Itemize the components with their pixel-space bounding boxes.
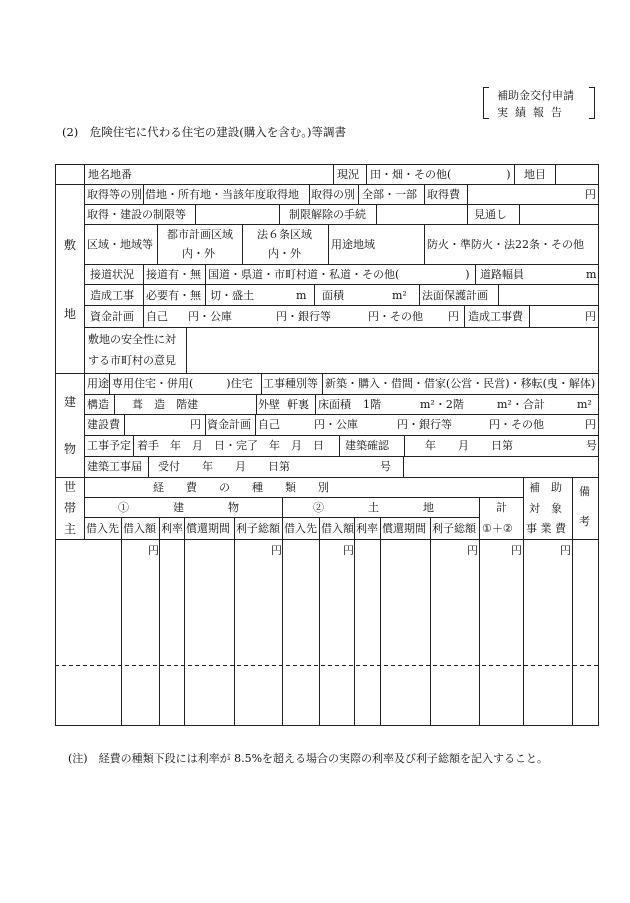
kirimori-value: 切・盛土 <box>210 289 254 302</box>
col-interest-land: 利子総額 <box>432 522 476 535</box>
youto-value: 専用住宅・併用( )住宅 <box>112 377 253 390</box>
shikin-sonota: 円・その他 <box>368 310 423 323</box>
chimoku-label: 地目 <box>524 168 546 181</box>
b-shikin-kouko: 円・公庫 <box>314 418 358 431</box>
hojo-label-3: 事 業 費 <box>526 522 566 535</box>
kenchiku-kakunin-label: 建築確認 <box>345 439 389 452</box>
anzen-label-1: 敷地の安全性に対 <box>88 333 176 346</box>
shutokuhi-yen: 円 <box>585 188 596 201</box>
zosei-hitsuyo-value: 必要有・無 <box>146 289 201 302</box>
menseki-unit: m² <box>392 289 407 302</box>
fukuin-unit: m <box>586 268 597 281</box>
kaijo-label: 制限解除の手続 <box>289 208 366 221</box>
koujitodoke-value: 受付 年 月 日第 <box>158 460 290 473</box>
kozo-label: 構造 <box>87 398 109 411</box>
form-caption: (2) 危険住宅に代わる住宅の建設(購入を含む。)等調書 <box>62 125 347 139</box>
label-application: 補助金交付申請 <box>497 89 574 102</box>
nokiura-label: 軒裏 <box>287 398 309 411</box>
toshi-keikaku-label: 都市計画区域 <box>167 228 233 241</box>
yen-total: 円 <box>511 544 522 557</box>
koujitodoke-label: 建築工事届 <box>87 460 142 473</box>
zosei-hi-yen: 円 <box>585 310 596 323</box>
kouji-yotei-label: 工事予定 <box>87 439 131 452</box>
norimen-label: 法面保護計画 <box>422 289 488 302</box>
expense-head: 経 費 の 種 類 別 <box>153 481 329 494</box>
col-amount-building: 借入額 <box>123 522 156 535</box>
b-shikin-ginko: 円・銀行等 <box>397 418 452 431</box>
shikin-label: 資金計画 <box>90 310 134 323</box>
yuka-label: 床面積 <box>318 398 351 411</box>
site-side-label-2: 地 <box>64 307 77 321</box>
toshi-keikaku-value: 内・外 <box>182 247 215 260</box>
expense-group-building: ① 建 物 <box>118 501 239 514</box>
yen-interest-building: 円 <box>271 544 282 557</box>
shutoku-betsu2-value: 全部・一部 <box>362 188 417 201</box>
biko-label-1: 備 <box>579 485 590 498</box>
doro-value: 国道・県道・市町村道・私道・その他( ) <box>208 268 470 281</box>
hojo-label-1: 補 助 <box>529 481 562 494</box>
b-shikin-yen: 円 <box>585 418 596 431</box>
bouka-value: 防火・準防火・法22条・その他 <box>427 238 584 251</box>
yen-hojo: 円 <box>560 544 571 557</box>
setsudo-value: 接道有・無 <box>146 268 201 281</box>
kensetsuhi-label: 建設費 <box>87 418 120 431</box>
building-side-label-2: 物 <box>64 442 77 456</box>
expense-side-label-1: 世 <box>64 480 77 494</box>
col-period-land: 償還期間 <box>382 522 426 535</box>
kouji-shubetsu-label: 工事種別等 <box>263 377 318 390</box>
hou6-label: 法６条区域 <box>257 228 312 241</box>
yen-amount-building: 円 <box>148 544 159 557</box>
kenchiku-kakunin-value: 年 月 日第 <box>425 439 513 452</box>
setsudo-label: 接道状況 <box>90 268 134 281</box>
hojo-label-2: 対 象 <box>529 502 562 515</box>
yuka-1kai: 1階 <box>363 398 381 411</box>
seigen-label: 取得・建設の制限等 <box>87 208 186 221</box>
biko-label-2: 考 <box>579 515 590 528</box>
expense-side-label-3: 主 <box>64 522 77 536</box>
kensetsuhi-yen: 円 <box>190 418 201 431</box>
mitooshi-label: 見通し <box>474 208 507 221</box>
col-amount-land: 借入額 <box>321 522 354 535</box>
kouji-shubetsu-value: 新築・購入・借間・借家(公営・民営)・移転(曳・解体) <box>325 377 596 390</box>
zosei-label: 造成工事 <box>90 289 134 302</box>
genkyo-label: 現況 <box>337 168 359 181</box>
building-side-label-1: 建 <box>64 395 77 409</box>
col-rate-land: 利率 <box>356 522 378 535</box>
koujitodoke-go: 号 <box>380 460 391 473</box>
yuka-unit: m² <box>577 398 592 411</box>
fukuin-label: 道路幅員 <box>480 268 524 281</box>
expense-group-land: ② 土 地 <box>313 501 434 514</box>
chiban-label: 地名地番 <box>88 168 132 181</box>
yuka-gokei: m²・合計 <box>497 398 545 411</box>
b-shikin-sonota: 円・その他 <box>489 418 544 431</box>
yen-interest-land: 円 <box>467 544 478 557</box>
gaiheki-label: 外壁 <box>258 398 280 411</box>
hou6-value: 内・外 <box>268 247 301 260</box>
shikin-yen: 円 <box>448 310 459 323</box>
col-lender-land: 借入先 <box>284 522 317 535</box>
kenchiku-kakunin-go: 号 <box>586 439 597 452</box>
youto-label: 用途 <box>87 377 109 390</box>
label-report: 実績報告 <box>497 106 569 119</box>
shikin-jiko: 自己 <box>146 310 168 323</box>
col-interest-building: 利子総額 <box>236 522 280 535</box>
yuka-2kai: m²・2階 <box>420 398 464 411</box>
shikin-kouko: 円・公庫 <box>188 310 232 323</box>
shutoku-betsu-value: 借地・所有地・当該年度取得地 <box>145 188 299 201</box>
shutoku-betsu-label: 取得等の別 <box>87 188 142 201</box>
footnote: (注) 経費の種類下段には利率が 8.5%を超える場合の実際の利率及び利子総額を記入すること。 <box>68 752 549 765</box>
youto-chiiki-label: 用途地域 <box>331 238 375 251</box>
kirimori-unit: m <box>296 289 307 302</box>
shikin-ginko: 円・銀行等 <box>276 310 331 323</box>
menseki-label: 面積 <box>322 289 344 302</box>
shutokuhi-label: 取得費 <box>427 188 460 201</box>
genkyo-value: 田・畑・その他( ) <box>370 168 511 181</box>
col-lender-building: 借入先 <box>86 522 119 535</box>
kozo-value: 葺 造 階建 <box>132 398 198 411</box>
expense-total-label: 計 <box>496 501 507 514</box>
anzen-label-2: する市町村の意見 <box>88 354 176 367</box>
expense-total-formula: ①＋② <box>482 522 513 535</box>
yen-amount-land: 円 <box>343 544 354 557</box>
b-shikin-label: 資金計画 <box>207 418 251 431</box>
b-shikin-jiko: 自己 <box>258 418 280 431</box>
col-period-building: 償還期間 <box>186 522 230 535</box>
expense-side-label-2: 帯 <box>64 501 77 515</box>
kuiki-label: 区域・地域等 <box>87 238 153 251</box>
col-rate-building: 利率 <box>161 522 183 535</box>
kouji-yotei-value: 着手 年 月 日・完了 年 月 日 <box>137 439 324 452</box>
zosei-hi-label: 造成工事費 <box>468 310 523 323</box>
shutoku-betsu2-label: 取得の別 <box>311 188 355 201</box>
site-side-label-1: 敷 <box>64 238 77 252</box>
